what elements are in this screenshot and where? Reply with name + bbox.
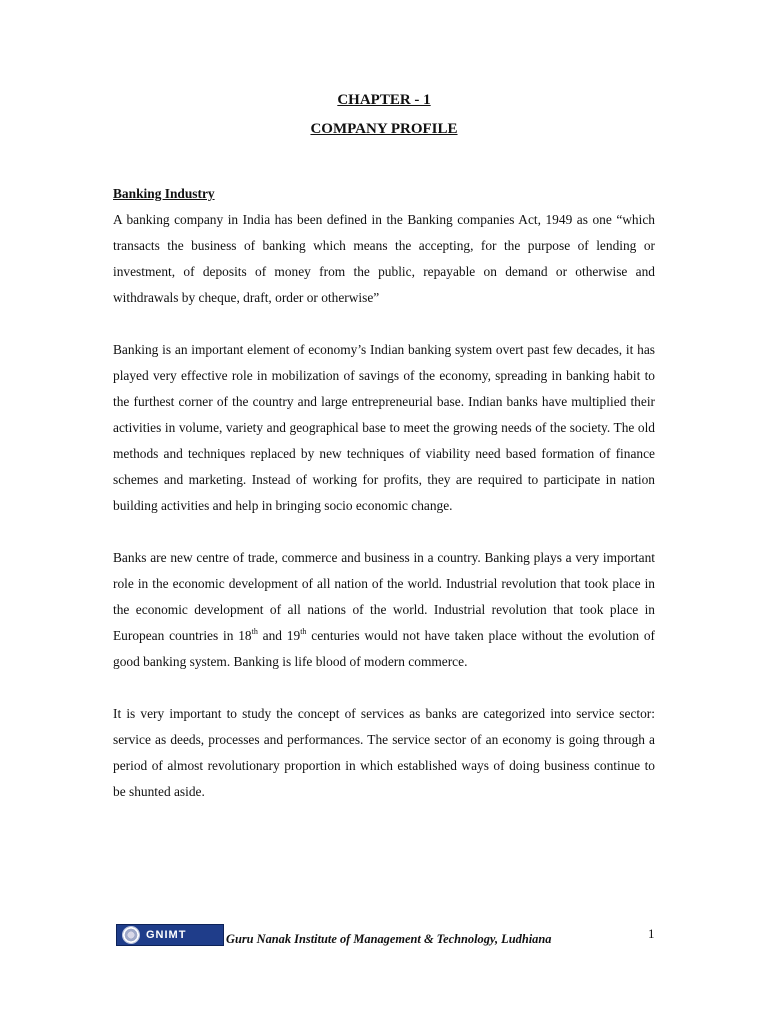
page-footer — [116, 924, 656, 950]
superscript-th: th — [251, 626, 258, 636]
page-number: 1 — [648, 926, 655, 941]
logo-text: GNIMT — [146, 929, 187, 941]
paragraph-spacer — [113, 519, 655, 545]
gnimt-logo — [116, 924, 224, 946]
paragraph-3-text-c: centuries would not have taken place without the evolution of good banking system. Banking is life blood of modern commerce. — [113, 628, 655, 669]
paragraph-4: It is very important to study the concept of services as banks are categorized into service sector: service as deeds, processes and performances. The service sector of an economy is going through a period of almost revolutionary proportion in which established ways of doing business continue to be shunted aside. — [113, 706, 655, 799]
paragraph-3-text-b: and 19 — [257, 628, 301, 643]
logo-emblem-icon — [122, 926, 140, 944]
paragraph-spacer — [113, 311, 655, 337]
section-heading: Banking Industry — [113, 186, 215, 201]
paragraph-2: Banking is an important element of economy’s Indian banking system overt past few decades, it has played very effective role in mobilization of savings of the economy, spreading in banking habit to the furthest corner of the country and large entrepreneurial base. Indian banks have multiplied their activities in volume, variety and geographical base to meet the growing needs of the society. The old methods and techniques replaced by new techniques of viability need based formation of finance schemes and marketing. Instead of working for profits, they are required to participate in nation building activities and help in bringing socio economic change. — [113, 342, 655, 513]
footer-institute-name: Guru Nanak Institute of Management & Technology, Ludhiana — [226, 932, 552, 946]
chapter-title: COMPANY PROFILE — [310, 121, 458, 137]
paragraph-3-text-a: Banks are new centre of trade, commerce and business in a country. Banking plays a very important role in the economic development of all nation of the world. Industrial revolution that took place in the economic development of all nations of the world. Industrial revolution that took place in European countries in 18 — [113, 550, 655, 643]
chapter-number: CHAPTER - 1 — [337, 92, 431, 108]
paragraph-3 — [113, 545, 655, 675]
superscript-th: th — [300, 626, 307, 636]
paragraph-spacer — [113, 675, 655, 701]
document-body — [113, 181, 655, 805]
paragraph-1: A banking company in India has been defined in the Banking companies Act, 1949 as one “which transacts the business of banking which means the accepting, for the purpose of lending or investment, of deposits of money from the public, repayable on demand or otherwise and withdrawals by cheque, draft, order or otherwise” — [113, 212, 655, 305]
